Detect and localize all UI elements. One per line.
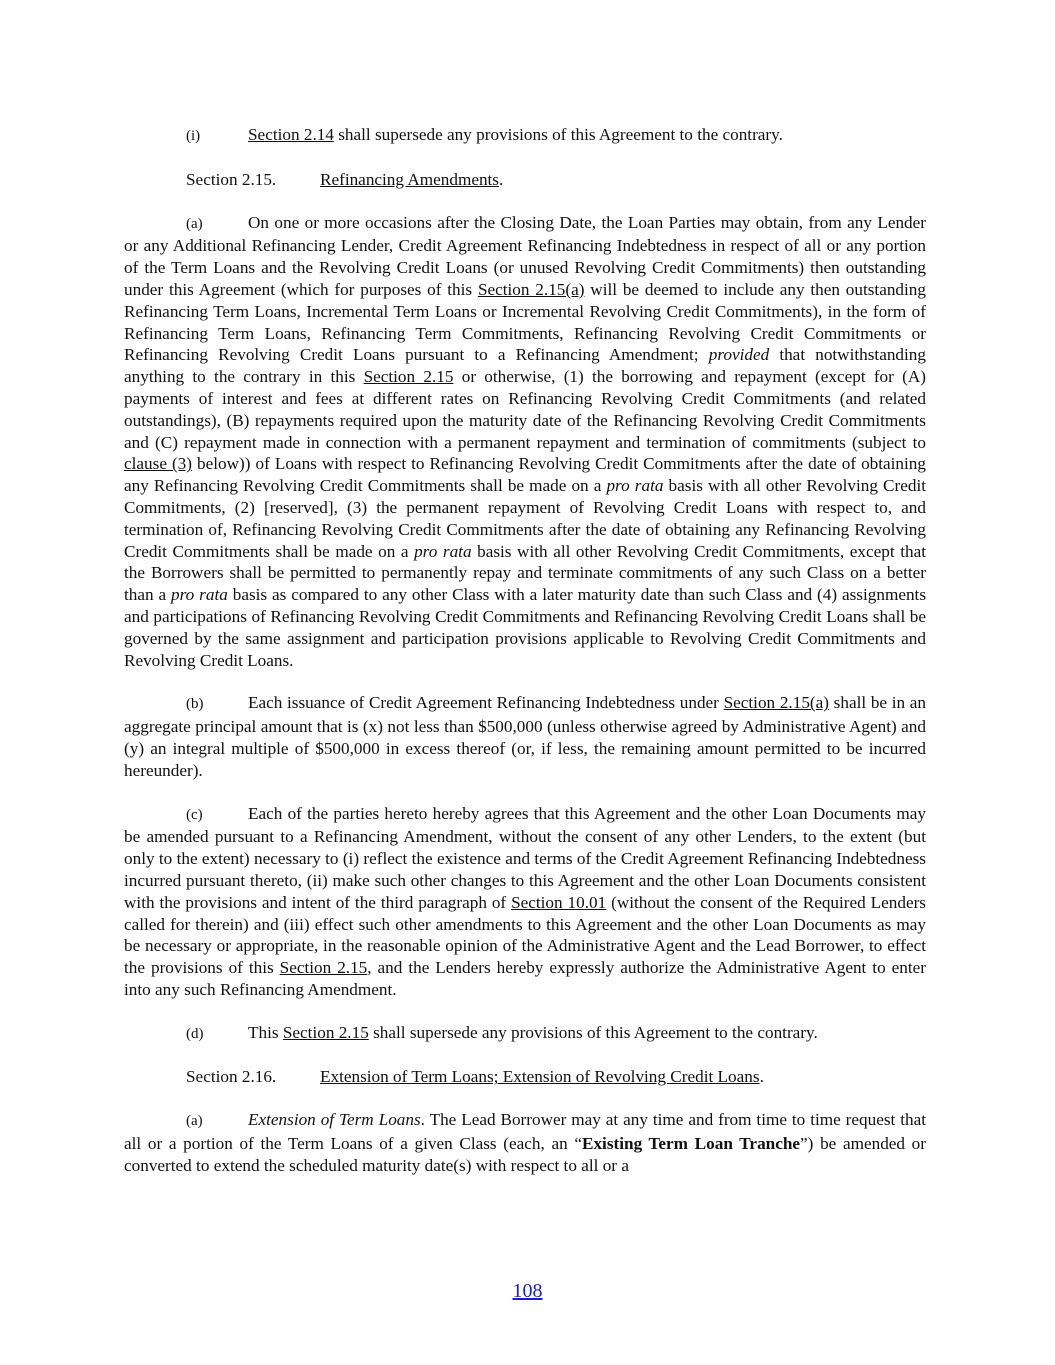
para-text: Each issuance of Credit Agreement Refinancing Indebtedness under (248, 693, 724, 713)
item-text: shall supersede any provisions of this Agreement to the contrary. (333, 125, 783, 144)
para-text: below)) of Loans with respect to Refinancing Revolving Credit Commitments after the date of obtaining any Refinancing Revolving Credit Commitments shall be made on a (124, 454, 926, 496)
para-label: (a) (186, 215, 203, 232)
section-10-01-link[interactable]: Section 10.01 (511, 892, 607, 912)
pro-rata-italic: pro rata (171, 585, 228, 605)
pro-rata-italic: pro rata (606, 476, 664, 496)
para-text: , and the Lenders hereby expressly authorize the Administrative Agent to enter into any such Refinancing Amendment. (124, 958, 926, 999)
section-number: Section 2.15. (186, 169, 277, 189)
paragraph-2-15-b (124, 692, 926, 781)
para-text: basis with all other Revolving Credit Commitments, (2) [reserved], (3) the permanent repayment of Revolving Credit Loans with respect to, and termination of, Refinancing Revolving Credit Commitments after the date of obtaining any Refinancing Revolving Credit Commitments shall be made on a (124, 476, 926, 561)
para-text: basis with all other Revolving Credit Commitments, except that the Borrowers shall be permitted to permanently repay and terminate commitments of any such Class on a better than a (124, 541, 926, 605)
section-2-15-link[interactable]: Section 2.15 (282, 1022, 369, 1042)
defined-term: Existing Term Loan Tranche (582, 1134, 801, 1154)
section-2-15a-link[interactable]: Section 2.15(a) (477, 279, 585, 299)
italic-title: Extension of Term Loans (248, 1110, 421, 1130)
section-title: Refinancing Amendments (320, 169, 499, 189)
para-text: ”) be amended or converted to extend the scheduled maturity date(s) with respect to all or a (124, 1134, 927, 1175)
clause-3-link[interactable]: clause (3) (124, 454, 193, 474)
section-number: Section 2.16. (186, 1067, 277, 1087)
para-label: (c) (186, 806, 203, 823)
section-title-period: . (759, 1067, 764, 1087)
paragraph-2-15-a (124, 212, 926, 672)
paragraph-2-15-c (124, 803, 926, 1001)
section-2-16-heading (124, 1066, 926, 1088)
para-text: that notwithstanding anything to the contrary in this (124, 345, 926, 387)
section-2-15-heading (124, 169, 926, 191)
para-text: or otherwise, (1) the borrowing and repayment (except for (A) payments of interest and fees at different rates on Refinancing Revolving Credit Commitments (and related outstandings), (B) repayments required upon the maturity date of the Refinancing Revolving Credit Commitments and (C) repayment made in connection with a permanent repayment and termination of commitments (subject to (124, 367, 926, 452)
item-i (124, 124, 926, 148)
item-label: (i) (186, 128, 201, 144)
provided-italic: provided (708, 345, 770, 365)
para-text: Each of the parties hereto hereby agrees that this Agreement and the other Loan Documents may be amended pursuant to a Refinancing Amendment, without the consent of any other Lenders, to the extent (but only to the extent) necessary to (i) reflect the existence and terms of the Credit Agreement Refinancing Indebtedness incurred pursuant thereto, (ii) make such other changes to this Agreement and the other Loan Documents consistent with the provisions and intent of the third paragraph of (124, 803, 926, 912)
section-2-14-link[interactable]: Section 2.14 (248, 125, 334, 144)
para-label: (a) (186, 1113, 203, 1130)
section-title: Extension of Term Loans; Extension of Revolving Credit Loans (320, 1067, 760, 1087)
page-number-link[interactable]: 108 (512, 1280, 543, 1302)
para-label: (b) (186, 696, 204, 713)
section-2-15-link[interactable]: Section 2.15 (279, 958, 368, 978)
para-text: (without the consent of the Required Lenders called for therein) and (iii) effect such other amendments to this Agreement and the other Loan Documents as may be necessary or appropriate, in the reasonable opinion of the Administrative Agent and the Lead Borrower, to effect the provisions of this (124, 892, 926, 978)
para-text: will be deemed to include any then outstanding Refinancing Term Loans, Incremental Term Loans or Incremental Revolving Credit Commitments), in the form of Refinancing Term Loans, Refinancing Term Commitments, Refinancing Revolving Credit Commitments or Refinancing Revolving Credit Loans pursuant to a Refinancing Amendment; (124, 279, 926, 365)
para-text: On one or more occasions after the Closing Date, the Loan Parties may obtain, from any Lender or any Additional Refinancing Lender, Credit Agreement Refinancing Indebtedness in respect of all or any portion of the Term Loans and the Revolving Credit Loans (or unused Revolving Credit Commitments) then outstanding under this Agreement (which for purposes of this (124, 212, 926, 299)
paragraph-2-16-a (124, 1109, 926, 1176)
section-2-15a-link[interactable]: Section 2.15(a) (723, 693, 829, 713)
pro-rata-italic: pro rata (414, 541, 472, 561)
para-label: (d) (186, 1025, 204, 1042)
section-title-period: . (499, 169, 504, 189)
para-text: shall supersede any provisions of this Agreement to the contrary. (368, 1022, 818, 1042)
section-2-15-link[interactable]: Section 2.15 (363, 367, 454, 387)
para-text: This (248, 1022, 283, 1042)
para-text: shall be in an aggregate principal amount that is (x) not less than $500,000 (unless otherwise agreed by Administrative Agent) and (y) an integral multiple of $500,000 in excess thereof (or, if less, the remaining amount permitted to be incurred hereunder). (124, 693, 927, 780)
paragraph-2-15-d (124, 1022, 926, 1046)
para-text: basis as compared to any other Class with a later maturity date than such Class and (4) assignments and participations of Refinancing Revolving Credit Commitments and Refinancing Revolving Credit Loans shall be governed by the same assignment and participation provisions applicable to Revolving Credit Commitments and Revolving Credit Loans. (124, 585, 927, 670)
document-page (124, 124, 926, 1177)
para-text: . The Lead Borrower may at any time and from time to time request that all or a portion of the Term Loans of a given Class (each, an “ (124, 1110, 926, 1154)
